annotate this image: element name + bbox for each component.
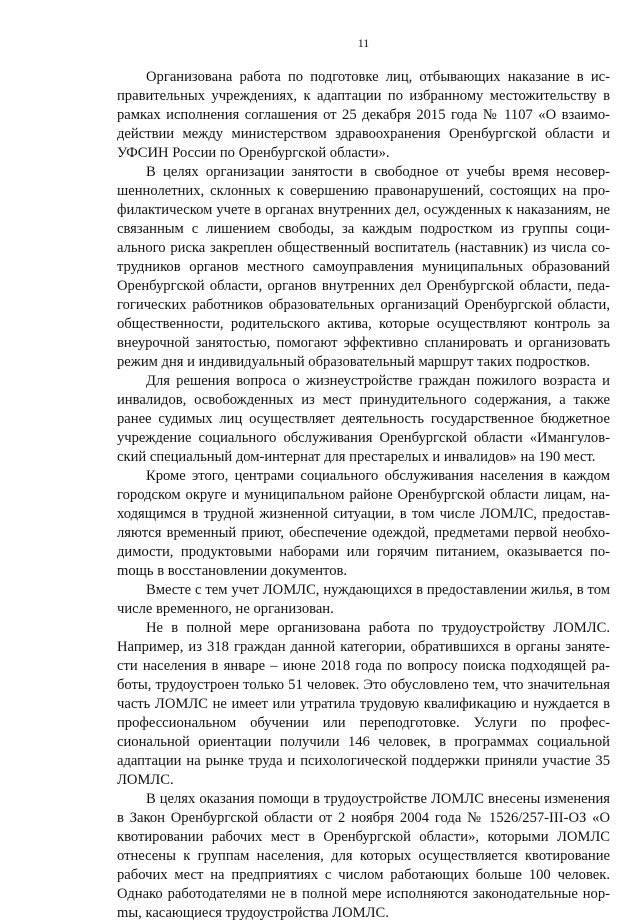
- paragraph: В целях организации занятости в свободное от учебы время несовершеннолетних, склонных к совершению правонарушений, состоящих на профилактическом учете в органах внутренних дел, осужденных к наказаниям, не связанным с лишением свободы, за каждым подростком из группы социального риска закреплен общественный воспитатель (наставник) из числа сотрудников органов местного самоуправления муниципальных образований Оренбургской области, органов внутренних дел Оренбургской области, педагогических работников образовательных организаций Оренбургской области, общественности, родительского актива, которые осуществляют контроль за внеурочной занятостью, помогают эффективно спланировать и организовать режим дня и индивидуальный образовательный маршрут таких подростков.: [117, 164, 610, 370]
- paragraph: Организована работа по подготовке лиц, отбывающих наказание в исправительных учреждениях, к адаптации по избранному местожительству в рамках исполнения соглашения от 25 декабря 2015 года № 1107 «О взаимодействии между министерством здравоохранения Оренбургской области и УФСИН России по Оренбургской области».: [117, 69, 610, 161]
- paragraph: Кроме этого, центрами социального обслуживания населения в каждом городском округе и муниципальном районе Оренбургской области лицам, находящимся в трудной жизненной ситуации, в том числе ЛОМЛС, предоставляются временный приют, обеспечение одеждой, предметами первой необходимости, продуктовыми наборами или горячим питанием, оказывается поmощь в восстановлении документов.: [117, 468, 610, 579]
- paragraph: Вместе с тем учет ЛОМЛС, нуждающихся в предоставлении жилья, в том числе временного, не организован.: [117, 582, 610, 617]
- paragraph: В целях оказания помощи в трудоустройстве ЛОМЛС внесены изменения в Закон Оренбургской области от 2 ноября 2004 года № 1526/257-III-ОЗ «О квотировании рабочих мест в Оренбургской области», которыми ЛОМЛС отнесены к группам населения, для которых осуществляется квотирование рабочих мест на предприятиях с числом работающих больше 100 человек. Однако работодателями не в полной мере исполняются законодательные норmы, касающиеся трудоустройства ЛОМЛС.: [117, 791, 610, 921]
- paragraph: Не в полной мере организована работа по трудоустройству ЛОМЛС. Например, из 318 граждан данной категории, обратившихся в органы занятести населения в январе – июне 2018 года по вопросу поиска подходящей работы, трудоустроен только 51 человек. Это обусловлено тем, что значительная часть ЛОМЛС не имеет или утратила трудовую квалификацию и нуждается в профессиональном обучении или переподготовке. Услуги по профессиональной ориентации получили 146 человек, в программах социальной адаптации на рынке труда и психологической поддержки приняли участие 35 ЛОМЛС.: [117, 620, 610, 788]
- paragraph: Для решения вопроса о жизнеустройстве граждан пожилого возраста и инвалидов, освобожденных из мест принудительного содержания, а также ранее судимых лиц осуществляет деятельность государственное бюджетное учреждение социального обслуживания Оренбургской области «Имангуловский специальный дом-интернат для престарелых и инвалидов» на 190 мест.: [117, 373, 610, 465]
- page-number: 11: [357, 36, 370, 50]
